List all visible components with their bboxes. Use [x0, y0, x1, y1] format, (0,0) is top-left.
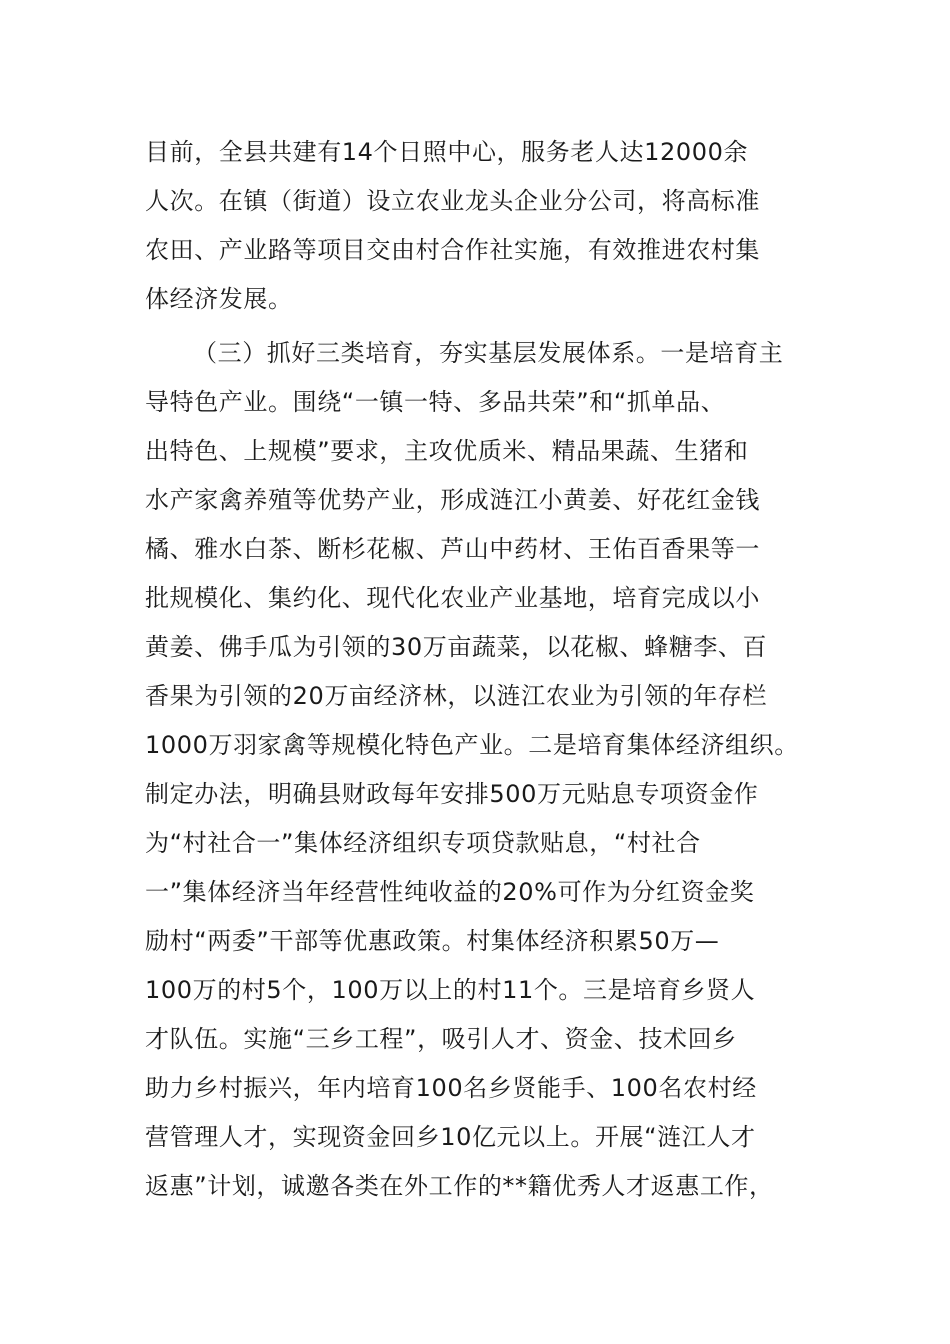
text-line: 励村“两委”干部等优惠政策。村集体经济积累50万—: [145, 927, 720, 955]
text-line: （三）抓好三类培育，夯实基层发展体系。一是培育主: [193, 339, 784, 367]
text-line: 目前，全县共建有14个日照中心，服务老人达12000余: [145, 138, 749, 166]
text-line: 才队伍。实施“三乡工程”，吸引人才、资金、技术回乡: [145, 1025, 737, 1053]
text-line: 水产家禽养殖等优势产业，形成涟江小黄姜、好花红金钱: [145, 486, 760, 514]
text-line: 100万的村5个，100万以上的村11个。三是培育乡贤人: [145, 976, 756, 1004]
text-line: 返惠”计划，诚邀各类在外工作的**籍优秀人才返惠工作，: [145, 1172, 774, 1200]
text-line: 为“村社合一”集体经济组织专项贷款贴息，“村社合: [145, 829, 701, 857]
text-line: 制定办法，明确县财政每年安排500万元贴息专项资金作: [145, 780, 759, 808]
text-line: 批规模化、集约化、现代化农业产业基地，培育完成以小: [145, 584, 760, 612]
text-line: 助力乡村振兴，年内培育100名乡贤能手、100名农村经: [145, 1074, 757, 1102]
text-line: 1000万羽家禽等规模化特色产业。二是培育集体经济组织。: [145, 731, 799, 759]
text-line: 黄姜、佛手瓜为引领的30万亩蔬菜，以花椒、蜂糖李、百: [145, 633, 768, 661]
text-line: 农田、产业路等项目交由村合作社实施，有效推进农村集: [145, 236, 760, 264]
text-line: 出特色、上规模”要求，主攻优质米、精品果蔬、生猪和: [145, 437, 749, 465]
text-line: 橘、雅水白茶、断杉花椒、芦山中药材、王佑百香果等一: [145, 535, 760, 563]
text-line: 人次。在镇（街道）设立农业龙头企业分公司，将高标准: [145, 187, 760, 215]
text-line: 一”集体经济当年经营性纯收益的20%可作为分红资金奖: [145, 878, 755, 906]
text-line: 体经济发展。: [145, 285, 293, 313]
text-line: 导特色产业。围绕“一镇一特、多品共荣”和“抓单品、: [145, 388, 726, 416]
text-line: 营管理人才，实现资金回乡10亿元以上。开展“涟江人才: [145, 1123, 756, 1151]
text-line: 香果为引领的20万亩经济林，以涟江农业为引领的年存栏: [145, 682, 768, 710]
